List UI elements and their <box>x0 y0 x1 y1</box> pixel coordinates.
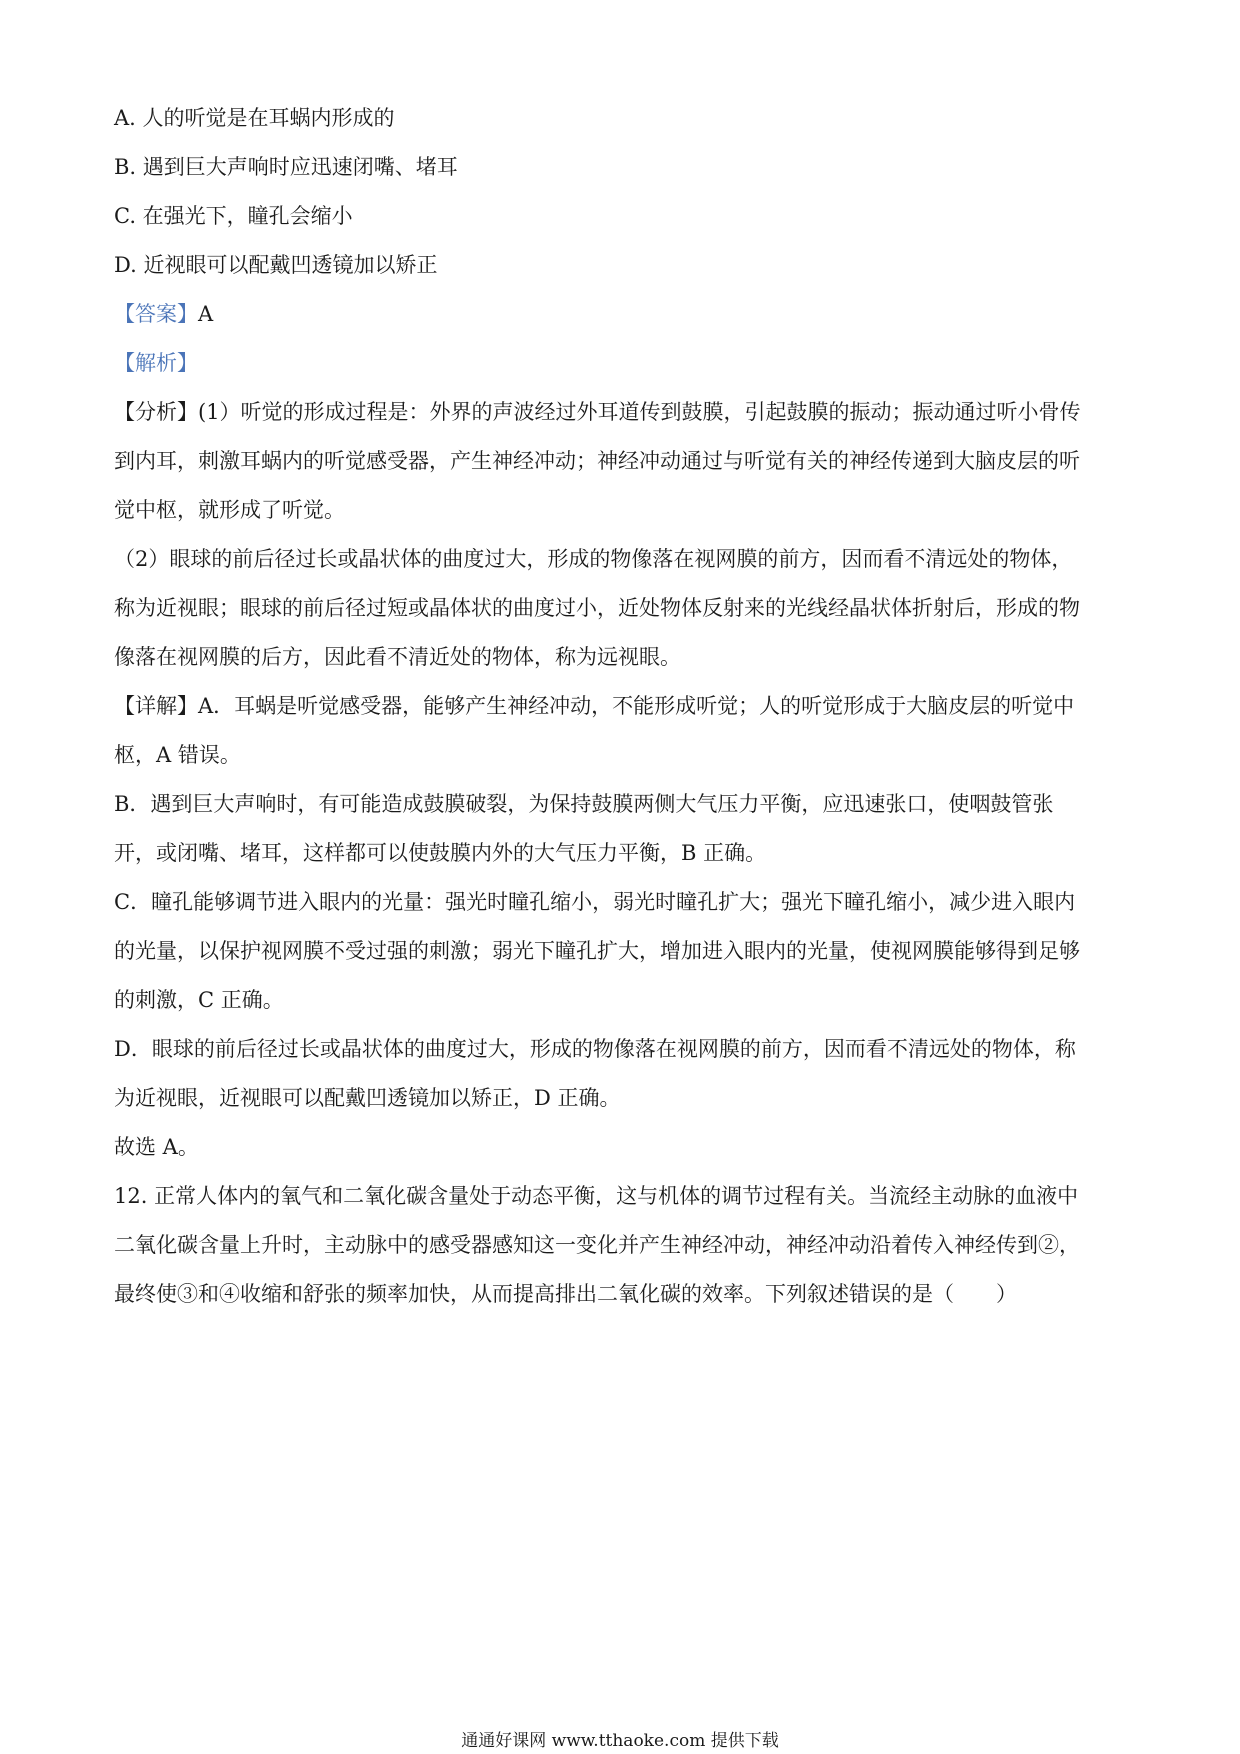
analysis-line: 【分析】(1）听觉的形成过程是：外界的声波经过外耳道传到鼓膜，引起鼓膜的振动；振动通过听小骨传 <box>114 400 1081 424</box>
conclusion-line: 故选 A。 <box>114 1135 199 1159</box>
detail-line: D．眼球的前后径过长或晶状体的曲度过大，形成的物像落在视网膜的前方，因而看不清远处的物体，称 <box>114 1037 1076 1061</box>
detail-line: 【详解】A．耳蜗是听觉感受器，能够产生神经冲动，不能形成听觉；人的听觉形成于大脑皮层的听觉中 <box>114 694 1075 718</box>
question-12-line: 12. 正常人体内的氧气和二氧化碳含量处于动态平衡，这与机体的调节过程有关。当流经主动脉的血液中 <box>114 1184 1079 1208</box>
detail-line: 开，或闭嘴、堵耳，这样都可以使鼓膜内外的大气压力平衡，B 正确。 <box>114 841 767 865</box>
detail-line: 枢，A 错误。 <box>114 743 241 767</box>
option-c: C. 在强光下，瞳孔会缩小 <box>114 204 353 228</box>
answer-line <box>114 299 213 329</box>
analysis-line: 称为近视眼；眼球的前后径过短或晶体状的曲度过小，近处物体反射来的光线经晶状体折射后，形成的物 <box>114 596 1080 620</box>
detail-line: 的刺激，C 正确。 <box>114 988 284 1012</box>
analysis-line: 像落在视网膜的后方，因此看不清近处的物体，称为远视眼。 <box>114 645 681 669</box>
detail-line: C．瞳孔能够调节进入眼内的光量：强光时瞳孔缩小，弱光时瞳孔扩大；强光下瞳孔缩小，减少进入眼内 <box>114 890 1076 914</box>
option-a: A. 人的听觉是在耳蜗内形成的 <box>114 106 395 130</box>
analysis-line: 觉中枢，就形成了听觉。 <box>114 498 345 522</box>
question-12-line: 二氧化碳含量上升时，主动脉中的感受器感知这一变化并产生神经冲动，神经冲动沿着传入神经传到②， <box>114 1233 1080 1257</box>
detail-line: B．遇到巨大声响时，有可能造成鼓膜破裂，为保持鼓膜两侧大气压力平衡，应迅速张口，使咽鼓管张 <box>114 792 1054 816</box>
detail-line: 的光量，以保护视网膜不受过强的刺激；弱光下瞳孔扩大，增加进入眼内的光量，使视网膜能够得到足够 <box>114 939 1080 963</box>
page-footer: 通通好课网 www.tthaoke.com 提供下载 <box>461 1731 779 1751</box>
answer-value: A <box>198 302 214 326</box>
option-d: D. 近视眼可以配戴凹透镜加以矫正 <box>114 253 438 277</box>
answer-tag: 【答案】 <box>114 302 198 326</box>
analysis-line: （2）眼球的前后径过长或晶状体的曲度过大，形成的物像落在视网膜的前方，因而看不清远处的物体， <box>114 547 1073 571</box>
detail-line: 为近视眼，近视眼可以配戴凹透镜加以矫正，D 正确。 <box>114 1086 621 1110</box>
analysis-line: 到内耳，刺激耳蜗内的听觉感受器，产生神经冲动；神经冲动通过与听觉有关的神经传递到大脑皮层的听 <box>114 449 1080 473</box>
analysis-tag: 【解析】 <box>114 351 198 375</box>
question-12-line: 最终使③和④收缩和舒张的频率加快，从而提高排出二氧化碳的效率。下列叙述错误的是（ ） <box>114 1282 1017 1306</box>
option-b: B. 遇到巨大声响时应迅速闭嘴、堵耳 <box>114 155 458 179</box>
